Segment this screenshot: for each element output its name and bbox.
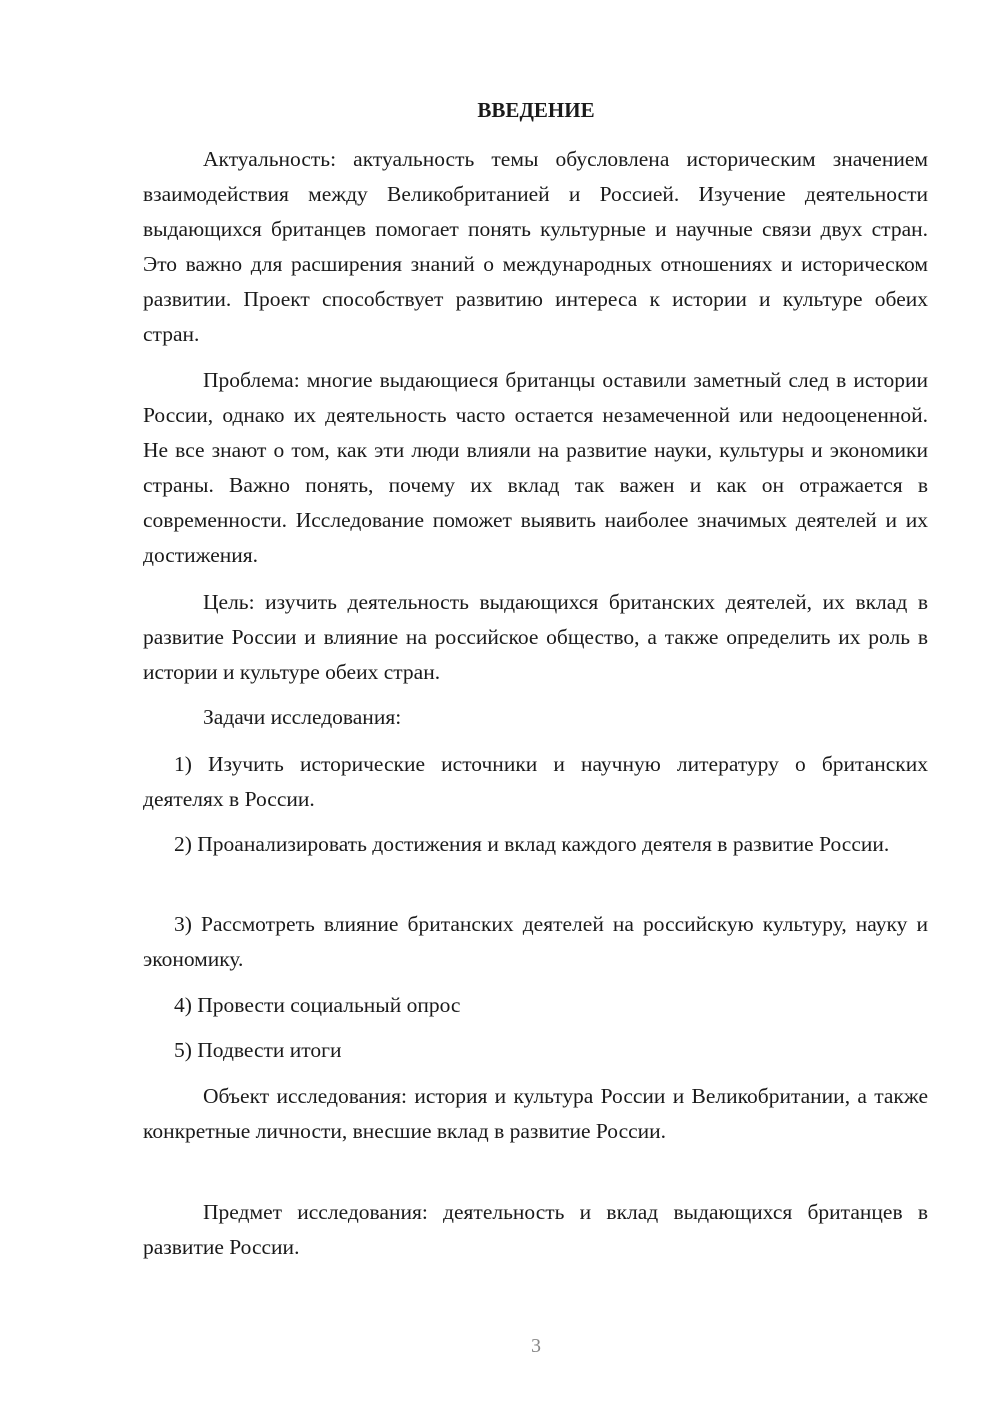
task-item: 3) Рассмотреть влияние британских деятелей на российскую культуру, науку и экономику. [143, 912, 928, 971]
problem-paragraph: Проблема: многие выдающиеся британцы оставили заметный след в истории России, однако их деятельность часто остается незамеченной или недооцененной. Не все знают о том, как эти люди влияли на развитие науки, культуры и экономики страны. Важно понять, почему их вклад так важен и как он отражается в современности. Исследование поможет выявить наиболее значимых деятелей и их достижения. [143, 368, 928, 567]
page-number: 3 [531, 1335, 541, 1357]
task-item: 1) Изучить исторические источники и научную литературу о британских деятелях в России. [143, 752, 928, 811]
page-title: ВВЕДЕНИЕ [477, 98, 595, 122]
relevance-paragraph: Актуальность: актуальность темы обусловлена историческим значением взаимодействия между Великобританией и Россией. Изучение деятельности выдающихся британцев помогает понять культурные и научные связи двух стран. Это важно для расширения знаний о международных отношениях и историческом развитии. Проект способствует развитию интереса к истории и культуре обеих стран. [143, 147, 928, 346]
subject-paragraph: Предмет исследования: деятельность и вклад выдающихся британцев в развитие России. [143, 1200, 928, 1259]
tasks-label: Задачи исследования: [203, 705, 402, 729]
task-item: 5) Подвести итоги [174, 1038, 342, 1062]
goal-paragraph: Цель: изучить деятельность выдающихся британских деятелей, их вклад в развитие России и влияние на российское общество, а также определить их роль в истории и культуре обеих стран. [143, 590, 928, 684]
task-item: 2) Проанализировать достижения и вклад каждого деятеля в развитие России. [174, 832, 890, 856]
task-item: 4) Провести социальный опрос [174, 993, 461, 1017]
object-paragraph: Объект исследования: история и культура России и Великобритании, а также конкретные личности, внесшие вклад в развитие России. [143, 1084, 928, 1143]
